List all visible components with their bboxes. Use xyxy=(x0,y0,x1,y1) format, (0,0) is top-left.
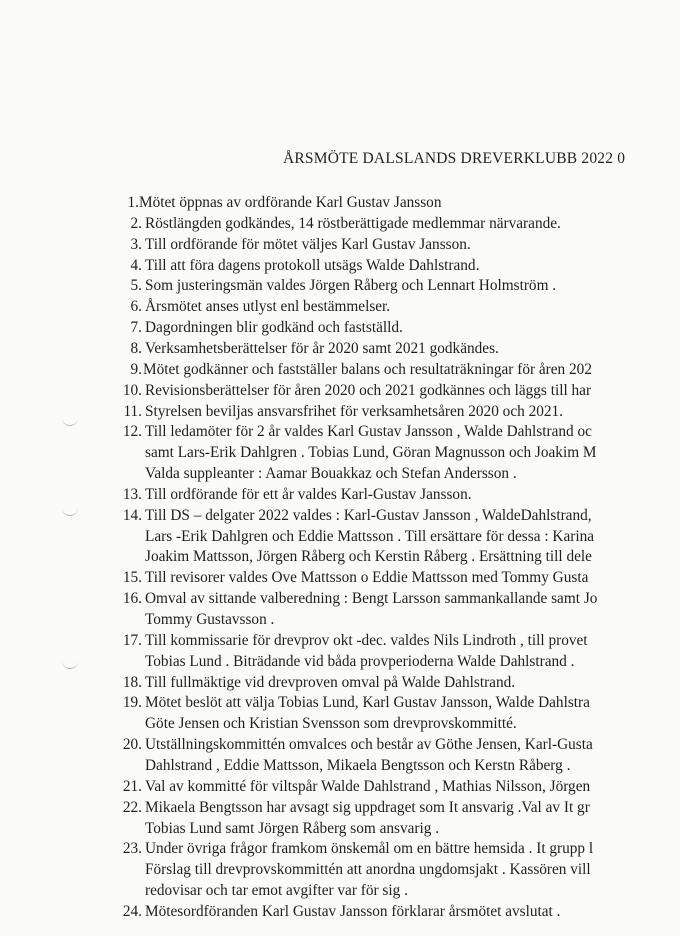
item-text: Till ledamöter för 2 år valdes Karl Gustav Jansson , Walde Dahlstrand oc xyxy=(145,423,592,441)
item-text: Mötet beslöt att välja Tobias Lund, Karl Gustav Jansson, Walde Dahlstra xyxy=(145,694,590,712)
item-text: Tobias Lund . Biträdande vid båda provperioderna Walde Dahlstrand . xyxy=(145,652,575,670)
item-text: Mötesordföranden Karl Gustav Jansson förklarar årsmötet avslutat . xyxy=(145,902,561,920)
item-number: 17. xyxy=(122,631,142,649)
item-number: 4. xyxy=(130,256,142,274)
item-text: Mötet godkänner och fastställer balans och resultaträkningar för åren 202 xyxy=(143,360,592,378)
item-text: Revisionsberättelser för åren 2020 och 2021 godkännes och läggs till har xyxy=(145,381,592,399)
item-text: Förslag till drevprovskommittén att anordna ungdomsjakt . Kassören vill xyxy=(145,861,591,879)
item-number: 5. xyxy=(130,277,142,295)
item-text: Till ordförande för mötet väljes Karl Gustav Jansson. xyxy=(145,235,471,253)
item-text: Årsmötet anses utlyst enl bestämmelser. xyxy=(145,298,391,316)
item-number: 19. xyxy=(122,694,142,712)
item-text: Utställningskommittén omvalces och består av Göthe Jensen, Karl-Gusta xyxy=(145,736,593,754)
item-text: Joakim Mattsson, Jörgen Råberg och Kerstin Råberg . Ersättning till dele xyxy=(145,548,592,566)
item-number: 18. xyxy=(122,673,142,691)
item-text: Lars -Erik Dahlgren och Eddie Mattsson . Till ersättare för dessa : Karina xyxy=(145,527,595,545)
item-text: Verksamhetsberättelser för år 2020 samt 2021 godkändes. xyxy=(145,339,499,357)
item-number: 10. xyxy=(122,381,142,399)
item-number: 1. xyxy=(127,194,139,211)
item-text: Mötet öppnas av ordförande Karl Gustav Jansson xyxy=(139,194,442,211)
item-number: 22. xyxy=(122,798,142,816)
item-text: Till kommissarie för drevprov okt -dec. valdes Nils Lindroth , till provet xyxy=(145,631,588,649)
item-text: Valda suppleanter : Aamar Bouakkaz och Stefan Andersson . xyxy=(145,465,517,483)
item-text: Röstlängden godkändes, 14 röstberättigade medlemmar närvarande. xyxy=(145,214,561,232)
item-number: 14. xyxy=(122,506,142,524)
item-number: 6. xyxy=(130,298,142,316)
item-text: Till fullmäktige vid drevproven omval på Walde Dahlstrand. xyxy=(145,673,516,691)
item-text: Val av kommitté för viltspår Walde Dahlstrand , Mathias Nilsson, Jörgen xyxy=(145,777,591,795)
item-text: Till revisorer valdes Ove Mattsson o Eddie Mattsson med Tommy Gusta xyxy=(145,569,589,587)
item-number: 2. xyxy=(130,214,142,232)
item-text: Till ordförande för ett år valdes Karl-Gustav Jansson. xyxy=(145,485,472,503)
item-number: 20. xyxy=(122,736,142,754)
item-number: 8. xyxy=(130,339,142,357)
item-number: 9. xyxy=(130,360,142,378)
item-text: Som justeringsmän valdes Jörgen Råberg och Lennart Holmström . xyxy=(145,277,557,295)
punch-hole-mark xyxy=(62,660,78,669)
item-number: 15. xyxy=(122,569,142,587)
item-number: 7. xyxy=(130,319,142,337)
item-text: Tommy Gustavsson . xyxy=(145,611,275,628)
item-text: Dagordningen blir godkänd och fastställd. xyxy=(145,319,403,337)
item-number: 3. xyxy=(130,235,142,253)
item-text: Omval av sittande valberedning : Bengt Larsson sammankallande samt Jo xyxy=(145,590,598,608)
item-number: 12. xyxy=(122,423,142,441)
item-number: 21. xyxy=(122,777,142,795)
item-number: 24. xyxy=(122,902,142,920)
item-text: redovisar och tar emot avgifter var för sig . xyxy=(145,882,408,900)
item-text: Till att föra dagens protokoll utsägs Walde Dahlstrand. xyxy=(145,256,480,274)
item-number: 11. xyxy=(123,402,142,420)
item-text: Till DS – delgater 2022 valdes : Karl-Gustav Jansson , WaldeDahlstrand, xyxy=(145,506,592,524)
item-text: Göte Jensen och Kristian Svensson som drevprovskommitté. xyxy=(145,715,517,733)
item-text: Tobias Lund samt Jörgen Råberg som ansvarig . xyxy=(145,819,440,837)
item-number: 13. xyxy=(122,485,142,503)
item-text: samt Lars-Erik Dahlgren . Tobias Lund, Göran Magnusson och Joakim M xyxy=(145,444,597,462)
item-text: Under övriga frågor framkom önskemål om en bättre hemsida . It grupp l xyxy=(145,840,594,858)
item-number: 16. xyxy=(122,590,142,608)
item-text: Styrelsen beviljas ansvarsfrihet för verksamhetsåren 2020 och 2021. xyxy=(145,402,563,420)
punch-hole-mark xyxy=(62,417,78,426)
item-text: Mikaela Bengtsson har avsagt sig uppdraget som It ansvarig .Val av It gr xyxy=(145,798,590,816)
document-title: ÅRSMÖTE DALSLANDS DREVERKLUBB 2022 0 xyxy=(283,150,626,167)
item-number: 23. xyxy=(122,840,142,858)
item-text: Dahlstrand , Eddie Mattsson, Mikaela Bengtsson och Kerstn Råberg . xyxy=(145,756,571,774)
punch-hole-mark xyxy=(62,507,78,516)
